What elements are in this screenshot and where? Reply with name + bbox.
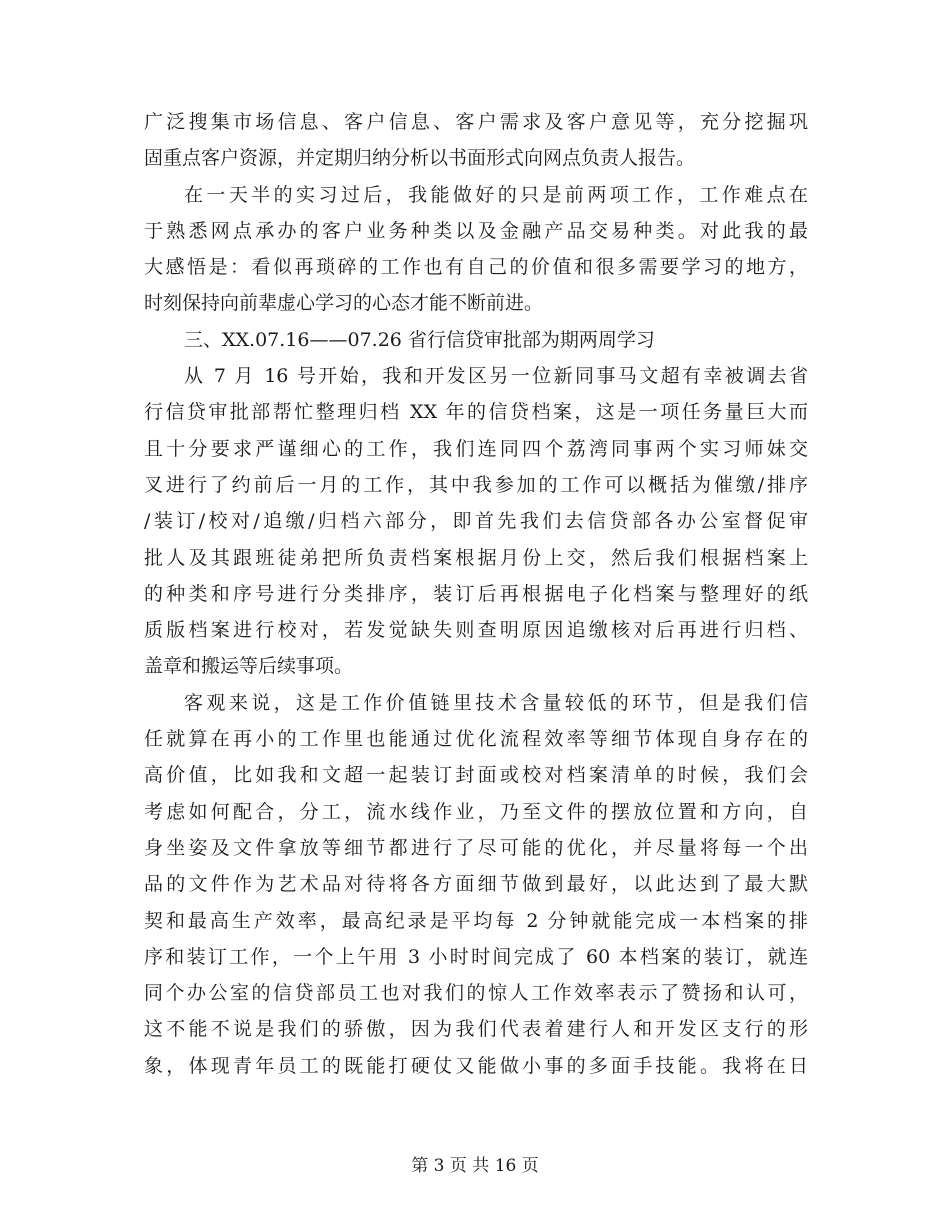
page-number-label: 第 3 页 共 16 页: [411, 1156, 539, 1176]
paragraph-line: 时刻保持向前辈虚心学习的心态才能不断前进。: [144, 292, 544, 315]
paragraph-line: 广泛搜集市场信息、客户信息、客户需求及客户意见等，充分挖掘巩: [144, 111, 808, 133]
paragraph-line: 客观来说，这是工作价值链里技术含量较低的环节，但是我们信: [184, 691, 808, 714]
paragraph-line: 这不能不说是我们的骄傲，因为我们代表着建行人和开发区支行的形: [144, 1018, 808, 1041]
paragraph-line: 大感悟是：看似再琐碎的工作也有自己的价值和很多需要学习的地方，: [144, 256, 808, 279]
paragraph-line: 质版档案进行校对，若发觉缺失则查明原因追缴核对后再进行归档、: [144, 619, 808, 642]
paragraph-line: 的种类和序号进行分类排序，装订后再根据电子化档案与整理好的纸: [144, 582, 808, 605]
paragraph-line: 叉进行了约前后一月的工作，其中我参加的工作可以概括为催缴/排序: [144, 473, 808, 496]
body-text: [144, 104, 808, 1084]
page-footer: [0, 1156, 950, 1176]
paragraph-line: 于熟悉网点承办的客户业务种类以及金融产品交易种类。对此我的最: [144, 219, 808, 242]
paragraph-line: /装订/校对/追缴/归档六部分，即首先我们去信贷部各办公室督促审: [144, 510, 808, 533]
paragraph-line: 品的文件作为艺术品对待将各方面细节做到最好，以此达到了最大默: [144, 873, 808, 896]
paragraph-line: 盖章和搬运等后续事项。: [144, 655, 354, 678]
paragraph-line: 高价值，比如我和文超一起装订封面或校对档案清单的时候，我们会: [144, 764, 808, 787]
paragraph-line: 序和装订工作，一个上午用 3 小时时间完成了 60 本档案的装订，就连: [144, 945, 808, 968]
paragraph-line: 同个办公室的信贷部员工也对我们的惊人工作效率表示了赞扬和认可，: [144, 982, 808, 1005]
paragraph-line: 考虑如何配合，分工，流水线作业，乃至文件的摆放位置和方向，自: [144, 800, 808, 823]
paragraph-line: 固重点客户资源，并定期归纳分析以书面形式向网点负责人报告。: [144, 147, 696, 170]
paragraph-line: 且十分要求严谨细心的工作，我们连同四个荔湾同事两个实习师妹交: [144, 437, 808, 460]
paragraph-line: 行信贷审批部帮忙整理归档 XX 年的信贷档案，这是一项任务量巨大而: [144, 401, 808, 424]
paragraph-line: 三、XX.07.16——07.26 省行信贷审批部为期两周学习: [184, 328, 655, 351]
paragraph-line: 契和最高生产效率，最高纪录是平均每 2 分钟就能完成一本档案的排: [144, 909, 808, 932]
paragraph-line: 任就算在再小的工作里也能通过优化流程效率等细节体现自身存在的: [144, 728, 808, 751]
paragraph-line: 从 7 月 16 号开始，我和开发区另一位新同事马文超有幸被调去省: [184, 365, 808, 388]
paragraph-line: 批人及其跟班徒弟把所负责档案根据月份上交，然后我们根据档案上: [144, 546, 808, 569]
paragraph-line: 在一天半的实习过后，我能做好的只是前两项工作，工作难点在: [184, 183, 808, 206]
paragraph-line: 身坐姿及文件拿放等细节都进行了尽可能的优化，并尽量将每一个出: [144, 836, 808, 859]
paragraph-line: 象，体现青年员工的既能打硬仗又能做小事的多面手技能。我将在日: [144, 1054, 808, 1077]
